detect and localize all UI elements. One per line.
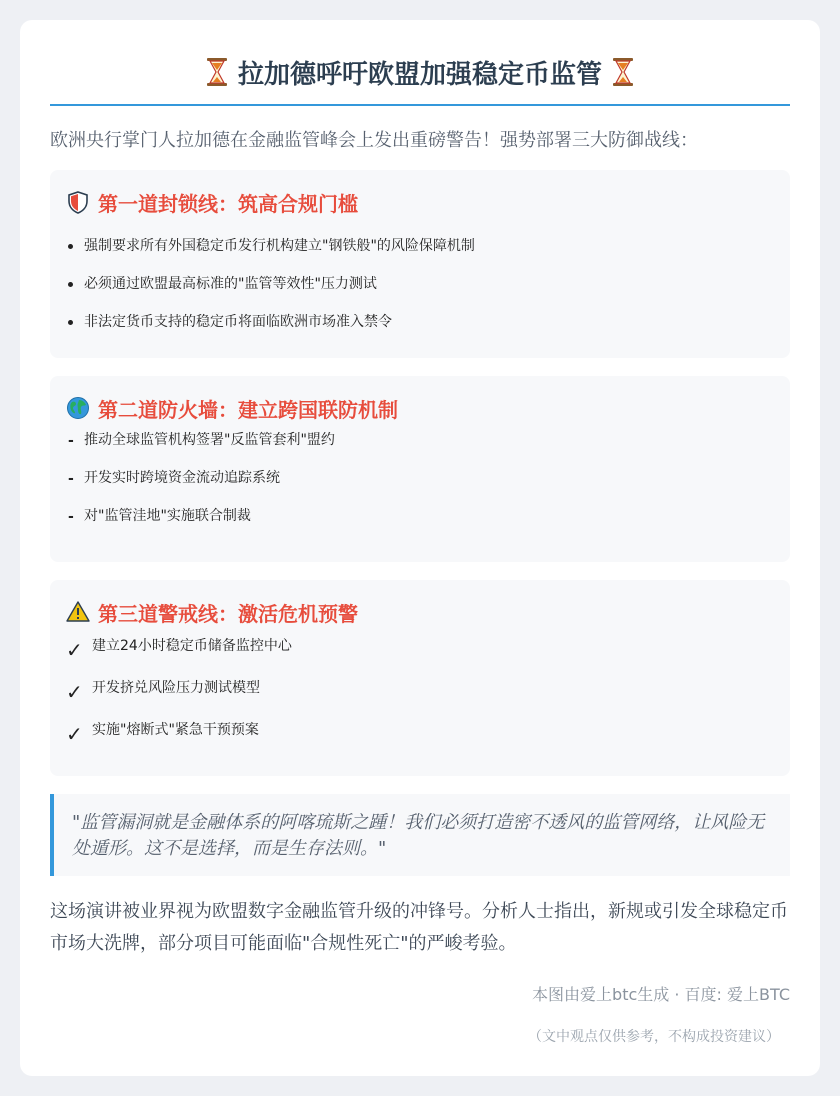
section-list — [66, 234, 774, 334]
list-item: 强制要求所有外国稳定币发行机构建立"钢铁般"的风险保障机制 — [66, 234, 774, 258]
section-first-line — [50, 170, 790, 358]
intro-text: 欧洲央行掌门人拉加德在金融监管峰会上发出重磅警告！强势部署三大防御战线： — [50, 130, 698, 151]
page-title — [206, 54, 634, 91]
list-item: ✓ 开发挤兑风险压力测试模型 — [66, 680, 260, 704]
section-title: 第二道防火墙：建立跨国联防机制 — [66, 390, 774, 426]
list-item: - 推动全球监管机构签署"反监管套利"盟约 — [66, 428, 774, 452]
section-list — [66, 428, 774, 528]
list-item: 必须通过欧盟最高标准的"监管等效性"压力测试 — [66, 272, 774, 296]
checkmark-icon: ✓ — [66, 722, 83, 746]
checkmark-icon: ✓ — [66, 638, 83, 662]
title-text: 拉加德呼吁欧盟加强稳定币监管 — [237, 59, 602, 90]
warning-icon — [66, 600, 90, 624]
article-card — [20, 20, 820, 1076]
globe-icon — [66, 396, 90, 420]
summary-text: 这场演讲被业界视为欧盟数字金融监管升级的冲锋号。分析人士指出，新规或引发全球稳定币市场大洗牌，部分项目可能面临"合规性死亡"的严峻考验。 — [50, 901, 788, 954]
list-item: 非法定货币支持的稳定币将面临欧洲市场准入禁令 — [66, 310, 774, 334]
list-item: - 对"监管洼地"实施联合制裁 — [66, 504, 774, 528]
hourglass-icon — [612, 57, 634, 87]
title-bar — [50, 50, 790, 106]
section-third-line — [50, 580, 790, 776]
hourglass-icon — [206, 57, 228, 87]
section-title: 第一道封锁线：筑高合规门槛 — [66, 184, 774, 220]
shield-icon — [66, 190, 90, 214]
list-item: ✓ 建立24小时稳定币储备监控中心 — [66, 638, 292, 662]
section-second-line — [50, 376, 790, 562]
list-item: - 开发实时跨境资金流动追踪系统 — [66, 466, 774, 490]
quote-block: "监管漏洞就是金融体系的阿喀琉斯之踵！我们必须打造密不透风的监管网络，让风险无处遁形。这不是选择，而是生存法则。" — [50, 794, 790, 876]
checkmark-icon: ✓ — [66, 680, 83, 704]
disclaimer-text: （文中观点仅供参考，不构成投资建议） — [528, 1029, 780, 1045]
section-title: 第三道警戒线：激活危机预警 — [66, 594, 774, 630]
list-item: ✓ 实施"熔断式"紧急干预预案 — [66, 722, 259, 746]
footer-credit: 本图由爱上btc生成 · 百度: 爱上BTC — [532, 985, 790, 1004]
section-list — [66, 632, 774, 744]
